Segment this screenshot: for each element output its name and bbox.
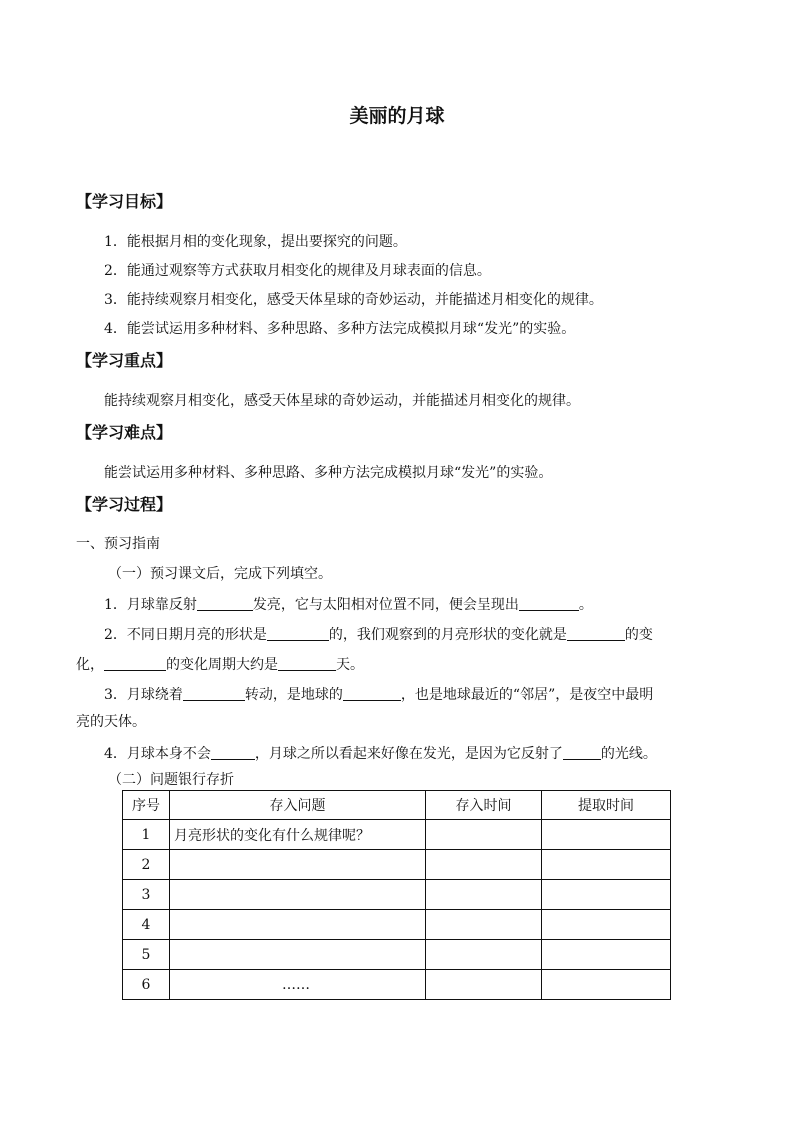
goals-heading: 【学习目标】 [76, 192, 173, 211]
q2-text-a: 2．不同日期月亮的形状是 [104, 627, 267, 643]
row-deposit-time[interactable] [426, 970, 542, 1000]
subpart-question-bank: （二）问题银行存折 [108, 772, 234, 788]
table-row [123, 820, 671, 850]
question-2-line-2 [76, 656, 364, 672]
table-row [123, 850, 671, 880]
row-number: 3 [123, 880, 170, 910]
row-question[interactable] [170, 940, 426, 970]
header-withdraw-time: 提取时间 [542, 791, 671, 820]
header-number: 序号 [123, 791, 170, 820]
row-number: 1 [123, 820, 170, 850]
focus-text: 能持续观察月相变化，感受天体星球的奇妙运动，并能描述月相变化的规律。 [104, 393, 580, 409]
table-row [123, 880, 671, 910]
row-deposit-time[interactable] [426, 880, 542, 910]
difficulty-text: 能尝试运用多种材料、多种思路、多种方法完成模拟月球“发光”的实验。 [104, 465, 553, 481]
row-deposit-time[interactable] [426, 850, 542, 880]
row-question[interactable] [170, 850, 426, 880]
goal-item-3: 3．能持续观察月相变化，感受天体星球的奇妙运动，并能描述月相变化的规律。 [104, 292, 603, 308]
q4-blank-1[interactable] [211, 745, 255, 760]
row-question[interactable]: 月亮形状的变化有什么规律呢？ [170, 820, 426, 850]
header-question: 存入问题 [170, 791, 426, 820]
goal-item-1: 1．能根据月相的变化现象，提出要探究的问题。 [104, 234, 407, 250]
row-deposit-time[interactable] [426, 910, 542, 940]
subpart-fill-blanks: （一）预习课文后，完成下列填空。 [108, 566, 332, 582]
row-number: 4 [123, 910, 170, 940]
q2-blank-1[interactable] [267, 626, 329, 641]
part-preview-guide: 一、预习指南 [76, 536, 160, 552]
table-row [123, 970, 671, 1000]
q2-blank-4[interactable] [278, 656, 336, 671]
q3-blank-2[interactable] [343, 686, 401, 701]
question-4 [104, 745, 657, 761]
row-withdraw-time[interactable] [542, 880, 671, 910]
q2-text-f: 天。 [336, 657, 364, 673]
goal-item-4: 4．能尝试运用多种材料、多种思路、多种方法完成模拟月球“发光”的实验。 [104, 321, 576, 337]
q1-text-b: 发亮，它与太阳相对位置不同，便会呈现出 [252, 597, 519, 613]
q3-text-c: ，也是地球最近的“邻居”，是夜空中最明 [400, 687, 654, 703]
q2-text-b: 的，我们观察到的月亮形状的变化就是 [328, 627, 567, 643]
row-question[interactable] [170, 910, 426, 940]
q3-blank-1[interactable] [183, 686, 245, 701]
q4-text-a: 4．月球本身不会 [104, 746, 211, 762]
focus-heading: 【学习重点】 [76, 351, 173, 370]
question-3-line-2: 亮的天体。 [76, 714, 146, 730]
goal-item-2: 2．能通过观察等方式获取月相变化的规律及月球表面的信息。 [104, 263, 491, 279]
row-withdraw-time[interactable] [542, 940, 671, 970]
q2-blank-2[interactable] [567, 626, 625, 641]
q2-text-c: 的变 [624, 627, 653, 643]
question-1 [104, 596, 593, 612]
q1-blank-2[interactable] [519, 596, 579, 611]
q4-blank-2[interactable] [563, 745, 601, 760]
row-withdraw-time[interactable] [542, 910, 671, 940]
question-2-line-1 [104, 626, 653, 642]
question-bank-table [122, 790, 671, 1000]
q2-blank-3[interactable] [104, 656, 166, 671]
row-withdraw-time[interactable] [542, 970, 671, 1000]
q2-text-d: 化， [76, 657, 104, 673]
q1-blank-1[interactable] [197, 596, 253, 611]
table-header-row [123, 791, 671, 820]
table-row [123, 940, 671, 970]
row-question[interactable] [170, 880, 426, 910]
q3-text-b: 转动，是地球的 [244, 687, 343, 703]
q3-text-a: 3．月球绕着 [104, 687, 183, 703]
q1-text-c: 。 [578, 597, 593, 613]
q4-text-b: ，月球之所以看起来好像在发光，是因为它反射了 [254, 746, 563, 762]
process-heading: 【学习过程】 [76, 495, 173, 514]
row-question[interactable]: …… [170, 970, 426, 1000]
row-deposit-time[interactable] [426, 940, 542, 970]
row-number: 5 [123, 940, 170, 970]
q4-text-c: 的光线。 [600, 746, 657, 762]
page-title: 美丽的月球 [349, 105, 445, 127]
q1-text-a: 1．月球靠反射 [104, 597, 197, 613]
row-number: 6 [123, 970, 170, 1000]
row-number: 2 [123, 850, 170, 880]
header-deposit-time: 存入时间 [426, 791, 542, 820]
row-withdraw-time[interactable] [542, 820, 671, 850]
question-3-line-1 [104, 686, 653, 702]
q2-text-e: 的变化周期大约是 [166, 657, 278, 673]
table-row [123, 910, 671, 940]
difficulty-heading: 【学习难点】 [76, 423, 173, 442]
row-deposit-time[interactable] [426, 820, 542, 850]
row-withdraw-time[interactable] [542, 850, 671, 880]
